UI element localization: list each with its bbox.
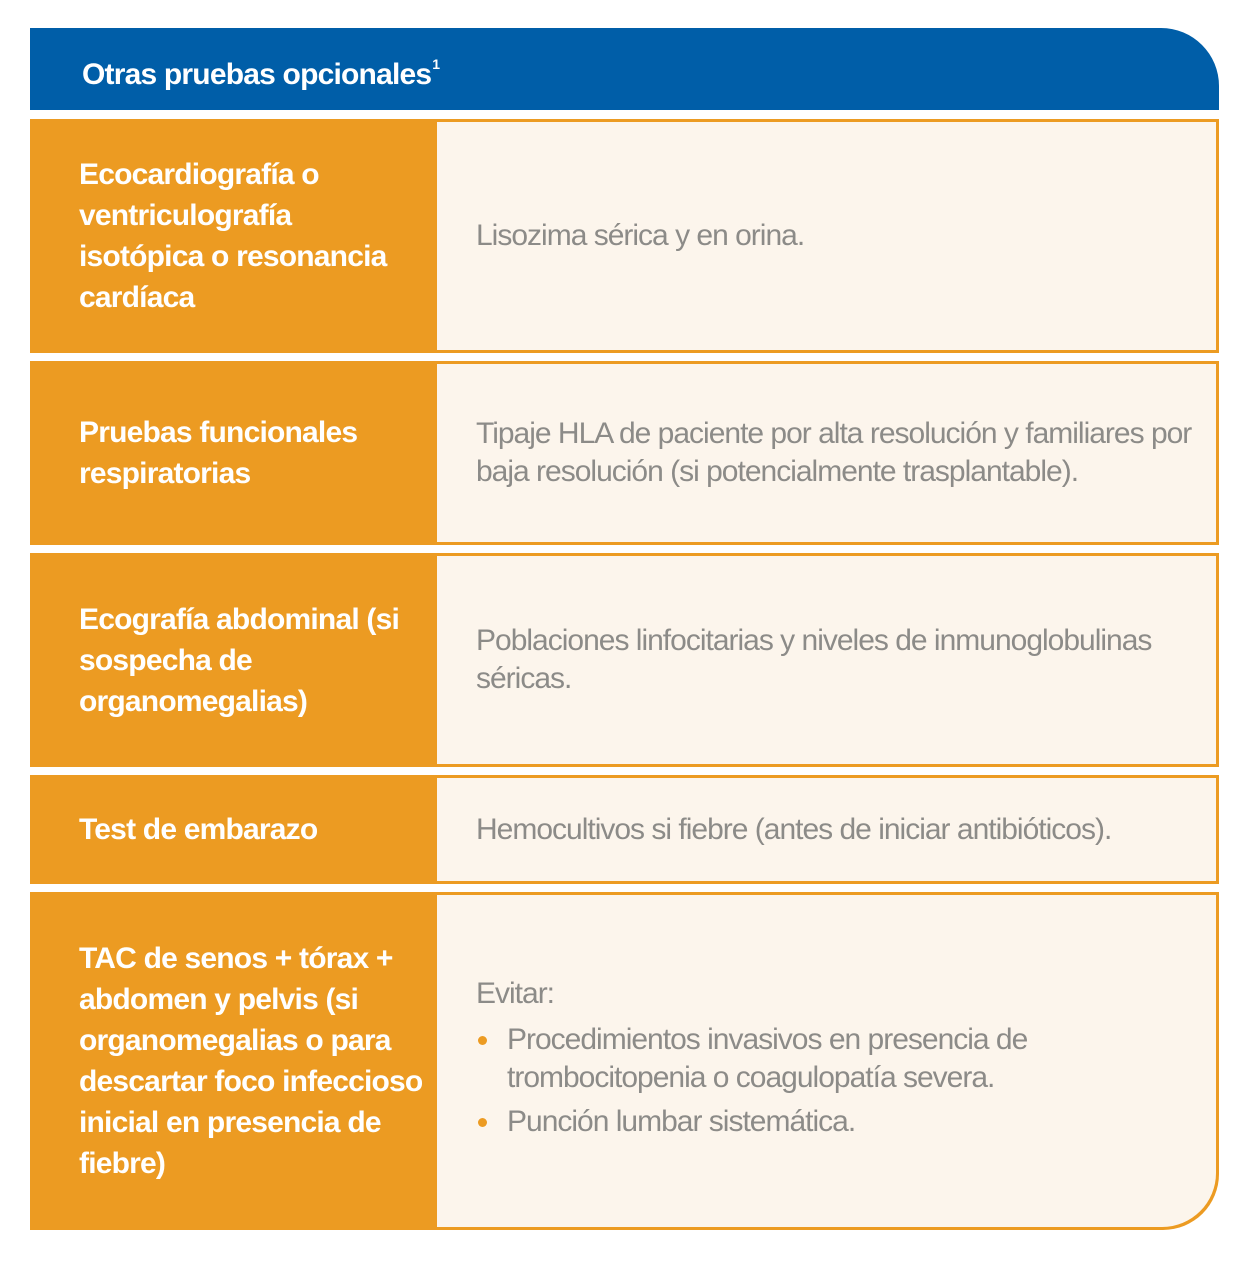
row-detail: Hemocultivos si fiebre (antes de iniciar antibióticos). (476, 812, 1112, 846)
row-detail-cell (437, 122, 1216, 350)
row-detail: Poblaciones linfocitarias y niveles de inmunoglobulinas séricas. (476, 624, 1152, 695)
table-row-respiratory-tests (30, 361, 1219, 545)
table-row-pregnancy-test (30, 775, 1219, 884)
row-label-cell (30, 364, 437, 542)
avoid-heading: Evitar: (476, 977, 555, 1010)
row-label-cell (30, 122, 437, 350)
row-label: TAC de senos + tórax + abdomen y pelvis (si organomegalias o para descartar foco infeccioso inicial en presencia de fiebre) (79, 942, 423, 1180)
table-title-text: Otras pruebas opcionales (82, 58, 432, 91)
list-item-text: Punción lumbar sistemática. (507, 1105, 856, 1138)
table-title (82, 50, 439, 93)
row-label: Test de embarazo (79, 813, 318, 846)
list-item (476, 1021, 1196, 1097)
bullet-icon (478, 1036, 487, 1045)
row-detail-cell (437, 364, 1216, 542)
table-row-ct-scan (30, 892, 1219, 1230)
row-detail: Lisozima sérica y en orina. (476, 219, 805, 252)
row-detail-cell (437, 895, 1216, 1227)
row-label: Pruebas funcionales respiratorias (79, 416, 358, 490)
row-label: Ecografía abdominal (si sospecha de organomegalias) (79, 602, 400, 718)
row-label-cell (30, 895, 437, 1227)
row-label-cell (30, 556, 437, 764)
table-row-echocardiography (30, 119, 1219, 353)
table-row-abdominal-ultrasound (30, 553, 1219, 767)
list-item (476, 1103, 1196, 1141)
bullet-icon (478, 1118, 487, 1127)
avoid-list (476, 1021, 1196, 1147)
row-detail-cell (437, 556, 1216, 764)
row-detail-cell (437, 778, 1216, 881)
row-label-cell (30, 778, 437, 881)
list-item-text: Procedimientos invasivos en presencia de trombocitopenia o coagulopatía severa. (507, 1023, 1028, 1094)
row-detail: Tipaje HLA de paciente por alta resolución y familiares por baja resolución (si potencialmente trasplantable). (476, 417, 1192, 488)
footnote-marker: 1 (432, 56, 440, 72)
table-header (30, 28, 1219, 110)
row-label: Ecocardiografía o ventriculografía isotópica o resonancia cardíaca (79, 158, 387, 314)
